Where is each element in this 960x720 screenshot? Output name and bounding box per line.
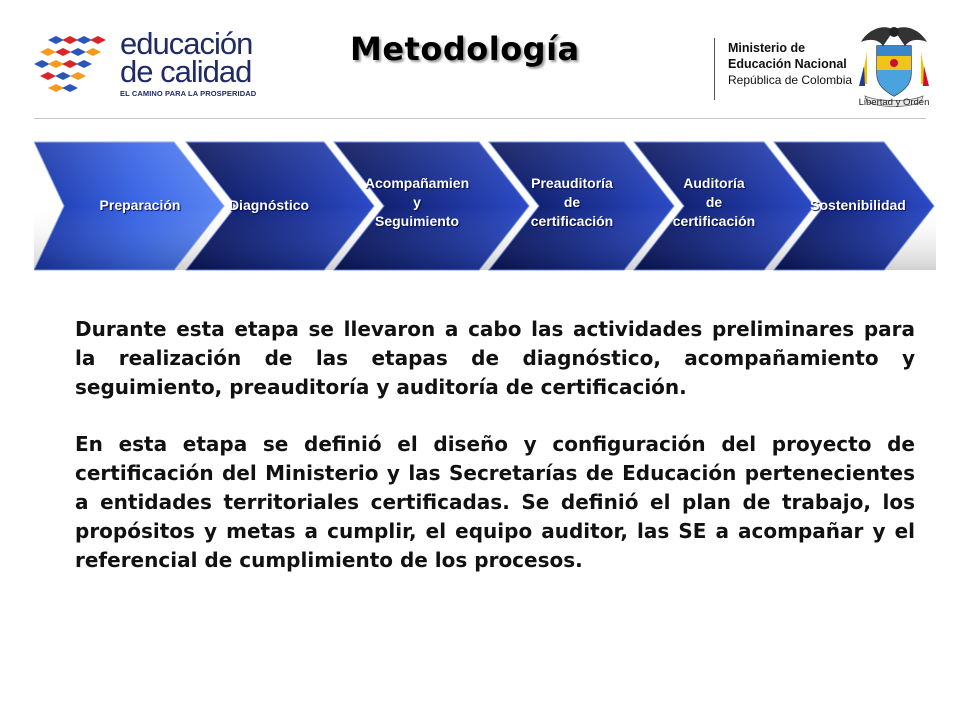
header-divider: [34, 118, 926, 119]
ministry-text: [728, 40, 852, 88]
stage-preauditoria: Preauditoría de certificación: [530, 175, 614, 229]
brand-tagline: EL CAMINO PARA LA PROSPERIDAD: [120, 89, 257, 98]
ministry-divider: [714, 38, 715, 100]
cubes-logo-icon: [34, 34, 116, 98]
brand-line-2: de calidad: [120, 54, 252, 89]
ministry-line-3: República de Colombia: [728, 73, 853, 87]
brand-line-1: educación: [120, 26, 253, 61]
motto-text: Libertad y Orden: [858, 97, 930, 108]
brand-wordmark: [120, 26, 257, 98]
ministry-line-2: Educación Nacional: [728, 57, 847, 71]
paragraph-1: Durante esta etapa se llevaron a cabo las actividades preliminares para la realización de las etapas de diagnóstico, acompañamiento y seguimiento, preauditoría y auditoría de certificación.: [75, 317, 915, 399]
content-body: [75, 315, 915, 575]
stage-auditoria: Auditoría de certificación: [672, 175, 756, 229]
paragraph-2: En esta etapa se definió el diseño y configuración del proyecto de certificación del Ministerio y las Secretarías de Educación pertenecientes a entidades territoriales certificadas. Se definió el plan de trabajo, los propósitos y metas a cumplir, el equipo auditor, las SE a acompañar y el referencial de cumplimiento de los procesos.: [75, 432, 915, 572]
ministry-line-1: Ministerio de: [728, 41, 806, 55]
stage-sostenibilidad: Sostenibilidad: [810, 197, 906, 213]
process-band: [34, 140, 936, 272]
stage-preparacion: Preparación: [99, 197, 181, 213]
page-title: Metodología: [350, 30, 580, 68]
stage-diagnostico: Diagnóstico: [228, 197, 310, 213]
ministry-block: [714, 38, 853, 104]
educacion-de-calidad-logo: [34, 26, 274, 100]
stage-acompanamiento: Acompañamien y Seguimiento: [364, 175, 470, 229]
